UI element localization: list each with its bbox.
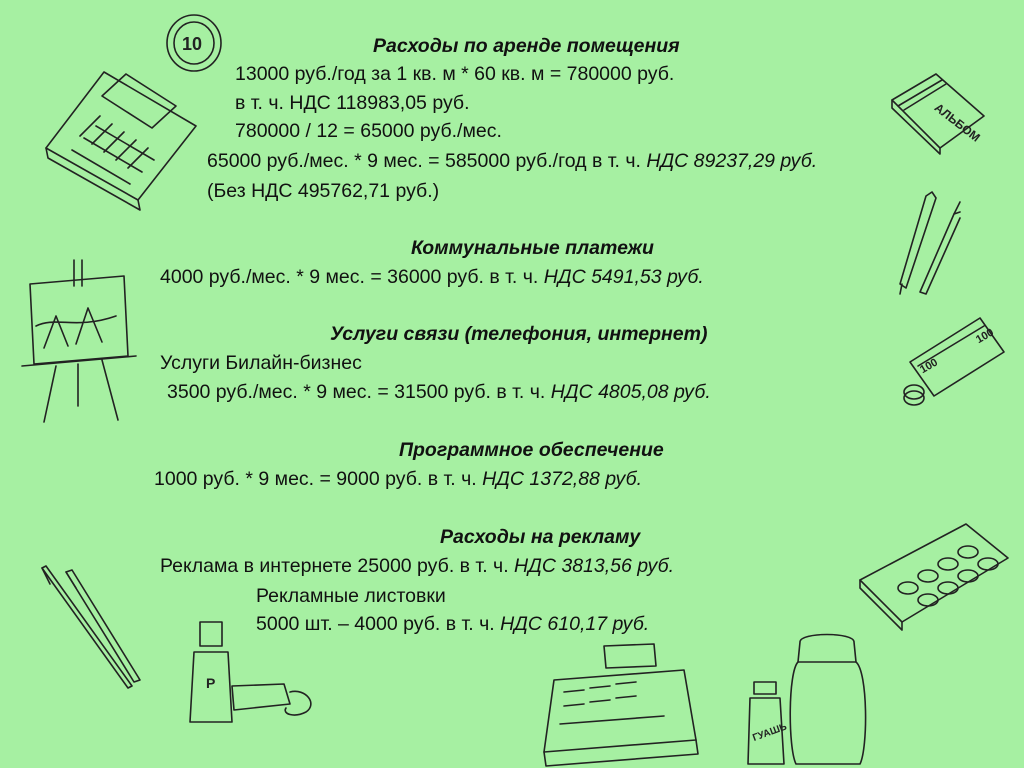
rent-line-4 — [207, 149, 817, 173]
software-line — [154, 467, 642, 491]
telecom-line-2-main: 3500 руб./мес. * 9 мес. = 31500 руб. в т. ч. — [167, 381, 551, 403]
album-icon — [888, 70, 988, 154]
telecom-line-2 — [167, 380, 711, 404]
software-line-main: 1000 руб. * 9 мес. = 9000 руб. в т. ч. — [154, 468, 483, 490]
calculator-icon — [40, 66, 200, 206]
telecom-heading: Услуги связи (телефония, интернет) — [330, 323, 708, 345]
telecom-line-2-vat: НДС 4805,08 руб. — [550, 381, 711, 403]
rent-line-5: (Без НДС 495762,71 руб.) — [207, 180, 440, 202]
ads-line-1-vat: НДС 3813,56 руб. — [514, 555, 675, 577]
banknotes-icon — [900, 312, 1010, 412]
album-label: АЛЬБОМ — [931, 100, 983, 145]
rent-line-3: 780000 / 12 = 65000 руб./мес. — [235, 120, 502, 142]
rent-line-2: в т. ч. НДС 118983,05 руб. — [235, 92, 470, 114]
telecom-line-1: Услуги Билайн-бизнес — [160, 352, 362, 374]
rent-heading: Расходы по аренде помещения — [373, 35, 680, 57]
ads-line-3-vat: НДС 610,17 руб. — [500, 613, 650, 635]
utilities-line-main: 4000 руб./мес. * 9 мес. = 36000 руб. в т. ч. — [160, 266, 544, 288]
banknote-label-1: 100 — [918, 356, 940, 377]
bottle-label: P — [206, 675, 216, 691]
rent-line-4-main: 65000 руб./мес. * 9 мес. = 585000 руб./год в т. ч. — [207, 150, 647, 172]
cash-register-icon — [524, 640, 714, 768]
ads-line-3 — [256, 612, 649, 636]
ads-line-1 — [160, 554, 674, 578]
brushes-icon — [36, 562, 146, 692]
utilities-heading: Коммунальные платежи — [411, 237, 654, 259]
ads-line-3-main: 5000 шт. – 4000 руб. в т. ч. — [256, 613, 501, 635]
coin-icon — [164, 12, 224, 74]
software-heading: Программное обеспечение — [399, 439, 664, 461]
jars-icon — [744, 628, 874, 768]
pen-pencil-icon — [896, 188, 966, 298]
jar-label: ГУАШЬ — [751, 721, 789, 744]
easel-icon — [16, 256, 140, 428]
ads-heading: Расходы на рекламу — [440, 526, 641, 548]
banknote-label-2: 100 — [974, 326, 996, 347]
rent-line-1: 13000 руб./год за 1 кв. м * 60 кв. м = 780000 руб. — [235, 63, 675, 85]
utilities-line — [160, 265, 704, 289]
ads-line-2: Рекламные листовки — [256, 585, 446, 607]
coin-label: 10 — [182, 34, 203, 54]
palette-icon — [856, 520, 1012, 630]
utilities-line-vat: НДС 5491,53 руб. — [543, 266, 704, 288]
ads-line-1-main: Реклама в интернете 25000 руб. в т. ч. — [160, 555, 515, 577]
software-line-vat: НДС 1372,88 руб. — [482, 468, 643, 490]
rent-line-4-vat: НДС 89237,29 руб. — [646, 150, 818, 172]
